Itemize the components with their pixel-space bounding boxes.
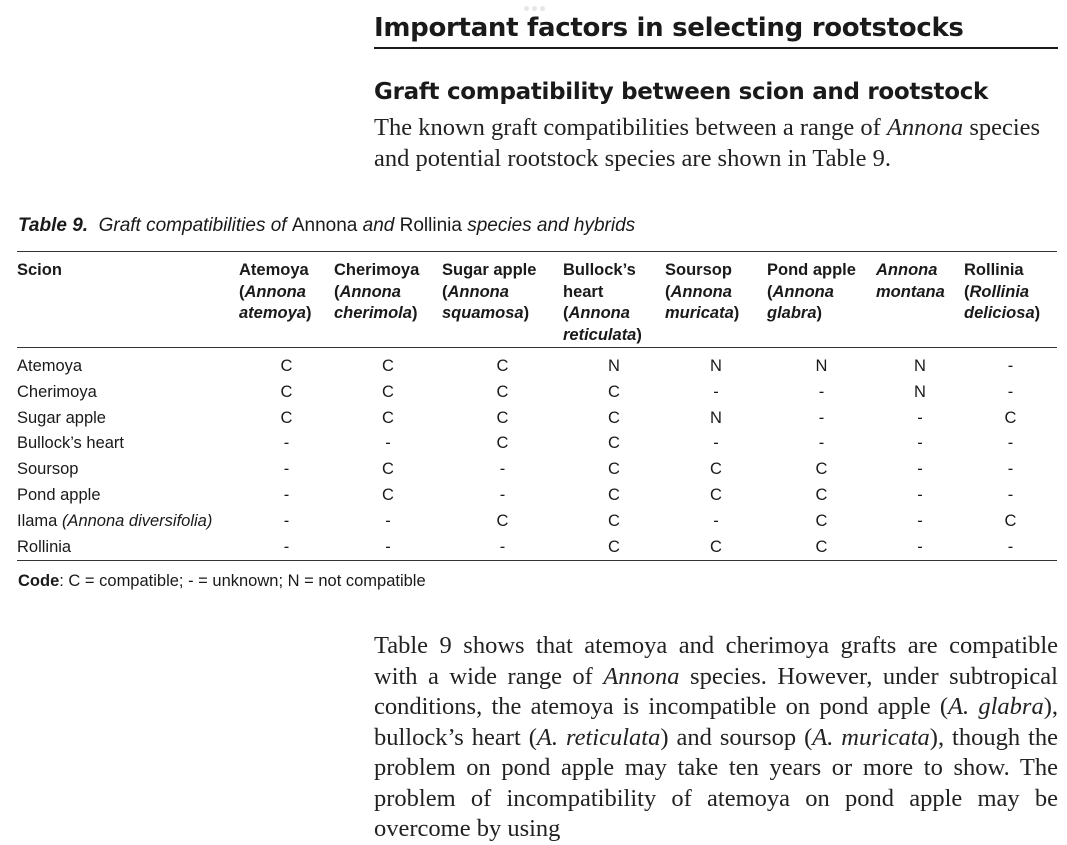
scion-cell — [17, 431, 239, 457]
paren-close: ) — [733, 304, 740, 322]
caption-text-2: and — [357, 215, 400, 236]
compatibility-cell: C — [710, 460, 722, 479]
compatibility-cell: C — [815, 537, 828, 556]
intro-text-2: species and potential rootstock species are shown in Table 9. — [374, 114, 1041, 172]
section-heading: Graft compatibility between scion and rootstock — [374, 79, 989, 105]
compatibility-cell: C — [710, 537, 722, 556]
table-row — [17, 535, 1057, 561]
compatibility-cell: - — [283, 434, 290, 453]
compatibility-cell: - — [917, 460, 923, 479]
compatibility-cell: C — [608, 460, 620, 479]
body-text-3: ), bullock’s heart ( — [374, 693, 1058, 751]
table-row — [17, 348, 1057, 380]
compatibility-cell: C — [710, 485, 722, 504]
rootstock-common-name: Atemoya — [239, 261, 309, 279]
compatibility-cell: - — [283, 460, 290, 479]
caption-text-3: species and hybrids — [461, 215, 636, 236]
compatibility-cell: C — [815, 511, 828, 530]
compatibility-cell: C — [496, 382, 509, 401]
body-text-5: ), though the problem on pond apple may take ten years or more to show. The problem of incompatibility of atemoya on pond apple may be overcome by using — [374, 723, 1059, 842]
body-text-2: species. However, under subtropical conditions, the atemoya is incompatible on pond apple ( — [374, 662, 1058, 720]
paren-open: ( — [964, 282, 970, 301]
rootstock-column-header — [563, 252, 665, 348]
paren-close: ) — [1034, 304, 1041, 322]
intro-text-1: The known graft compatibilities between a range of — [374, 114, 887, 141]
legend-label: Code — [18, 572, 60, 590]
compatibility-cell: C — [608, 382, 620, 401]
compatibility-cell: - — [1007, 382, 1014, 401]
scion-name: Rollinia — [17, 537, 72, 556]
scion-name: Sugar apple — [17, 408, 106, 427]
table-body — [17, 348, 1057, 561]
compatibility-cell: - — [1007, 460, 1014, 479]
compatibility-cell: C — [608, 485, 620, 504]
caption-genus-rollinia: Rollinia — [399, 215, 462, 236]
scion-cell — [17, 406, 239, 432]
table-row — [17, 406, 1057, 432]
body-italic-2: A. glabra — [948, 693, 1044, 720]
compatibility-cell: C — [1004, 408, 1017, 427]
intro-italic: Annona — [886, 114, 964, 141]
compatibility-cell: C — [280, 408, 293, 427]
scion-cell — [17, 348, 239, 380]
body-text-1: Table 9 shows that atemoya and cherimoya grafts are compatible with a wide range of — [374, 632, 1058, 690]
rootstock-species-name: Annona cherimola — [334, 282, 412, 322]
scion-name: Ilama — [17, 511, 62, 530]
rootstock-column-header — [964, 252, 1057, 348]
paren-open: ( — [442, 282, 448, 301]
table-row — [17, 380, 1057, 406]
compatibility-cell: - — [1007, 357, 1014, 375]
rootstock-common-name: Pond apple — [767, 261, 856, 279]
rootstock-column-header — [239, 252, 334, 348]
rootstock-species-name: Annona squamosa — [442, 282, 524, 322]
compatibility-cell: - — [499, 537, 506, 556]
compatibility-cell: - — [818, 408, 825, 427]
paren-close: ) — [636, 325, 642, 344]
scion-column-header — [17, 252, 239, 348]
scion-cell — [17, 457, 239, 483]
table-row — [17, 483, 1057, 509]
paren-open: ( — [239, 282, 245, 301]
compatibility-cell: C — [496, 408, 509, 427]
rootstock-common-name: Soursop — [665, 261, 732, 279]
rootstock-common-name: Sugar apple — [442, 261, 537, 279]
table-row — [17, 509, 1057, 535]
rootstock-common-name: Annona montana — [876, 261, 945, 301]
rootstock-header-label — [876, 260, 964, 304]
compatibility-cell: - — [818, 434, 825, 453]
paren-close: ) — [523, 304, 530, 322]
compatibility-cell: - — [713, 434, 719, 453]
body-italic-4: A. muricata — [812, 723, 930, 751]
rootstock-species-name: Annona muricata — [665, 282, 734, 322]
compatibility-cell: C — [382, 460, 394, 479]
compatibility-cell: - — [283, 511, 290, 530]
compatibility-cell: - — [1007, 485, 1014, 504]
graft-compatibility-table — [17, 251, 1057, 561]
paren-open: ( — [563, 304, 569, 322]
compatibility-cell: C — [1004, 511, 1017, 530]
rootstock-species-name: Rollinia deliciosa — [964, 282, 1035, 322]
scion-species: (Annona diversifolia) — [61, 511, 213, 530]
paren-open: ( — [767, 282, 773, 301]
rootstock-column-header — [767, 252, 876, 348]
compatibility-cell: - — [385, 434, 391, 453]
table-caption — [18, 213, 635, 239]
scion-name: Soursop — [17, 460, 79, 479]
paren-open: ( — [665, 282, 671, 301]
compatibility-cell: - — [917, 511, 923, 530]
compatibility-cell: C — [382, 485, 394, 504]
caption-genus-annona: Annona — [291, 215, 358, 236]
scion-cell — [17, 380, 239, 406]
compatibility-cell: - — [385, 511, 391, 530]
scion-name: Atemoya — [17, 357, 83, 375]
legend-text: : C = compatible; - = unknown; N = not compatible — [59, 572, 426, 590]
rootstock-species-name: Annona reticulata — [563, 304, 637, 344]
scion-cell — [17, 535, 239, 561]
compatibility-cell: - — [499, 460, 506, 479]
body-italic-3: A. reticulata — [536, 723, 661, 751]
compatibility-cell: C — [382, 357, 394, 375]
compatibility-cell: - — [283, 537, 290, 556]
compatibility-cell: N — [710, 408, 722, 427]
compatibility-cell: C — [496, 357, 509, 375]
compatibility-cell: - — [499, 485, 506, 504]
scion-name: Cherimoya — [17, 382, 97, 401]
compatibility-cell: N — [914, 357, 926, 375]
table-header-row — [17, 252, 1057, 348]
compatibility-cell: - — [713, 382, 719, 401]
body-italic-1: Annona — [603, 662, 680, 690]
table-row — [17, 431, 1057, 457]
compatibility-cell: C — [496, 511, 509, 530]
compatibility-cell: C — [608, 434, 620, 453]
compatibility-cell: - — [917, 434, 923, 453]
compatibility-cell: C — [382, 382, 394, 401]
compatibility-cell: C — [608, 511, 620, 530]
table-caption-label: Table 9. — [18, 215, 89, 236]
page-heading: Important factors in selecting rootstocks — [374, 10, 1058, 49]
scion-cell — [17, 483, 239, 509]
compatibility-cell: C — [815, 485, 828, 504]
rootstock-common-name: Bullock’s heart — [563, 261, 636, 301]
paren-close: ) — [411, 304, 418, 322]
compatibility-cell: N — [914, 382, 926, 401]
rootstock-header-label — [442, 260, 563, 326]
paren-close: ) — [816, 304, 823, 322]
rootstock-header-label — [334, 260, 442, 326]
caption-text-1: Graft compatibilities of — [98, 215, 292, 236]
body-text-4: ) and soursop ( — [660, 723, 813, 751]
compatibility-cell: - — [917, 485, 923, 504]
compatibility-cell: C — [815, 460, 828, 479]
compatibility-cell: - — [917, 537, 923, 556]
compatibility-cell: C — [608, 408, 620, 427]
compatibility-cell: C — [382, 408, 394, 427]
paren-close: ) — [305, 304, 312, 322]
compatibility-cell: C — [280, 357, 293, 375]
rootstock-species-name: Annona atemoya — [239, 282, 306, 322]
compatibility-cell: C — [496, 434, 509, 453]
compatibility-cell: - — [385, 537, 391, 556]
scion-name: Pond apple — [17, 485, 101, 504]
rootstock-header-label — [665, 260, 767, 326]
body-paragraph — [374, 631, 1058, 845]
compatibility-cell: N — [710, 357, 722, 375]
rootstock-header-label — [964, 260, 1057, 326]
compatibility-cell: - — [917, 408, 923, 427]
compatibility-cell: - — [1007, 537, 1014, 556]
scion-name: Bullock’s heart — [17, 434, 125, 453]
table-legend — [18, 570, 426, 592]
rootstock-species-name: Annona glabra — [767, 282, 834, 322]
rootstock-column-header — [876, 252, 964, 348]
compatibility-cell: C — [280, 382, 293, 401]
rootstock-header-label — [563, 260, 665, 347]
compatibility-cell: N — [815, 357, 828, 375]
rootstock-common-name: Rollinia — [964, 261, 1024, 279]
scion-header-label: Scion — [17, 261, 62, 279]
compatibility-cell: - — [1007, 434, 1014, 453]
rootstock-column-header — [334, 252, 442, 348]
rootstock-header-label — [767, 260, 876, 326]
compatibility-cell: - — [283, 485, 290, 504]
rootstock-common-name: Cherimoya — [334, 261, 420, 279]
compatibility-cell: - — [713, 511, 719, 530]
table-row — [17, 457, 1057, 483]
rootstock-column-header — [665, 252, 767, 348]
paren-open: ( — [334, 282, 340, 301]
compatibility-cell: C — [608, 537, 620, 556]
intro-paragraph — [374, 113, 1058, 174]
rootstock-header-label — [239, 260, 334, 326]
compatibility-cell: N — [608, 357, 620, 375]
compatibility-cell: - — [818, 382, 825, 401]
rootstock-column-header — [442, 252, 563, 348]
scion-cell — [17, 509, 239, 535]
